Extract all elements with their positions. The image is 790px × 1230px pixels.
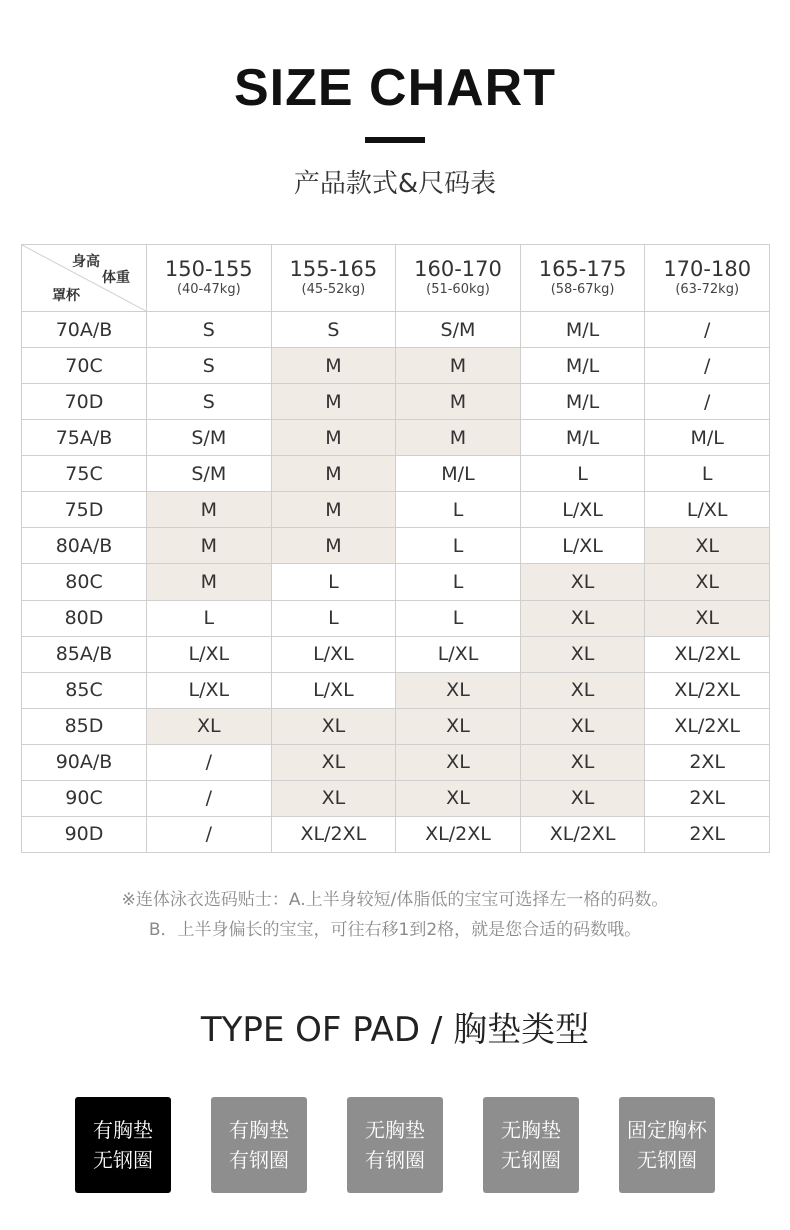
cup-size-cell: 90A/B [22,744,147,780]
size-cell: M [271,420,396,456]
size-cell: XL [271,708,396,744]
size-cell: XL/2XL [645,708,770,744]
size-cell: L/XL [645,492,770,528]
size-cell: L/XL [520,492,645,528]
pad-type-title: TYPE OF PAD / 胸垫类型 [200,1010,590,1050]
table-row [22,816,770,852]
size-cell: L [396,492,521,528]
cup-size-cell: 90D [22,816,147,852]
size-cell: L/XL [520,528,645,564]
pad-option[interactable] [619,1097,715,1193]
size-cell: M/L [520,348,645,384]
pad-option-line: 无胸垫 [501,1118,561,1142]
size-cell: XL [271,744,396,780]
cup-size-cell: 70C [22,348,147,384]
size-cell: XL/2XL [396,816,521,852]
size-cell: M/L [520,384,645,420]
cup-size-cell: 90C [22,780,147,816]
size-cell: 2XL [645,744,770,780]
size-cell: XL [396,780,521,816]
column-weight-range: (58-67kg) [550,282,615,297]
size-cell: L/XL [271,672,396,708]
column-weight-range: (45-52kg) [301,282,366,297]
pad-option-line: 无胸垫 [365,1118,425,1142]
column-header [396,245,521,312]
size-cell: / [147,744,272,780]
size-cell: S [271,312,396,348]
size-cell: XL/2XL [645,672,770,708]
table-row [22,636,770,672]
size-cell: M [396,420,521,456]
cup-size-cell: 70A/B [22,312,147,348]
size-cell: M [147,528,272,564]
table-row [22,600,770,636]
pad-option[interactable] [75,1097,171,1193]
size-tip-note: ※连体泳衣选码贴士：A.上半身较短/体脂低的宝宝可选择左一格的码数。 [121,890,669,910]
table-row [22,348,770,384]
size-cell: S [147,384,272,420]
table-row [22,744,770,780]
column-header [147,245,272,312]
size-cell: M [396,348,521,384]
size-cell: 2XL [645,780,770,816]
cup-size-cell: 70D [22,384,147,420]
page-subtitle: 产品款式&尺码表 [293,169,497,199]
cup-size-cell: 80D [22,600,147,636]
pad-option[interactable] [483,1097,579,1193]
cup-size-cell: 75A/B [22,420,147,456]
title-underline [365,137,425,143]
size-cell: XL [520,780,645,816]
column-weight-range: (51-60kg) [426,282,490,297]
size-cell: M/L [520,420,645,456]
size-cell: XL/2XL [645,636,770,672]
pad-option-line: 无钢圈 [93,1148,153,1172]
table-row [22,672,770,708]
size-cell: S [147,348,272,384]
pad-option-line: 无钢圈 [501,1148,561,1172]
size-cell: XL [396,708,521,744]
cup-size-cell: 85C [22,672,147,708]
size-cell: L [396,564,521,600]
size-cell: XL [520,672,645,708]
cup-size-cell: 80A/B [22,528,147,564]
size-cell: M/L [645,420,770,456]
size-chart-table [21,244,770,853]
column-height-range: 155-165 [289,257,378,281]
size-cell: XL [645,564,770,600]
size-cell: M [396,384,521,420]
size-cell: XL [520,564,645,600]
size-cell: XL/2XL [271,816,396,852]
size-cell: S/M [396,312,521,348]
pad-option-line: 固定胸杯 [627,1118,707,1142]
size-cell: XL/2XL [520,816,645,852]
size-cell: L/XL [147,672,272,708]
size-cell: L/XL [396,636,521,672]
size-cell: M [271,348,396,384]
size-cell: L [396,528,521,564]
size-cell: S/M [147,420,272,456]
column-header [520,245,645,312]
page-title: SIZE CHART [234,59,556,117]
size-cell: M/L [520,312,645,348]
column-header [271,245,396,312]
table-row [22,528,770,564]
size-cell: M [271,384,396,420]
table-row [22,780,770,816]
cup-size-cell: 75C [22,456,147,492]
pad-option-line: 无钢圈 [637,1148,697,1172]
size-cell: M [271,528,396,564]
size-cell: / [147,816,272,852]
size-cell: L [396,600,521,636]
column-height-range: 150-155 [164,257,253,281]
size-cell: XL [520,708,645,744]
table-row [22,384,770,420]
pad-option-line: 有钢圈 [229,1148,289,1172]
table-row [22,456,770,492]
corner-height-label: 身高 [72,254,100,270]
table-row [22,420,770,456]
size-cell: 2XL [645,816,770,852]
table-corner-cell [22,245,147,312]
size-cell: XL [396,672,521,708]
cup-size-cell: 80C [22,564,147,600]
corner-weight-label: 体重 [102,270,130,286]
size-cell: XL [147,708,272,744]
pad-option-line: 有钢圈 [365,1148,425,1172]
size-cell: M/L [396,456,521,492]
table-row [22,312,770,348]
size-cell: M [147,492,272,528]
cup-size-cell: 85A/B [22,636,147,672]
pad-option-line: 有胸垫 [93,1118,153,1142]
size-cell: XL [645,600,770,636]
size-cell: L/XL [271,636,396,672]
cup-size-cell: 75D [22,492,147,528]
table-header-row [22,245,770,312]
table-row [22,492,770,528]
column-weight-range: (40-47kg) [176,282,241,297]
size-cell: XL [271,780,396,816]
size-cell: XL [520,600,645,636]
size-cell: L [147,600,272,636]
pad-option-line: 有胸垫 [229,1118,289,1142]
table-body [22,312,770,853]
size-cell: L/XL [147,636,272,672]
size-cell: M [147,564,272,600]
size-cell: XL [396,744,521,780]
size-tip-note: B．上半身偏长的宝宝，可往右移1到2格，就是您合适的码数哦。 [148,920,642,940]
size-cell: M [271,492,396,528]
pad-option[interactable] [211,1097,307,1193]
size-cell: L [520,456,645,492]
size-cell: XL [520,744,645,780]
column-height-range: 160-170 [414,257,502,281]
cup-size-cell: 85D [22,708,147,744]
column-height-range: 165-175 [538,257,627,281]
table-row [22,564,770,600]
size-cell: L [645,456,770,492]
size-cell: XL [645,528,770,564]
size-cell: M [271,456,396,492]
column-header [645,245,770,312]
size-cell: / [645,384,770,420]
size-cell: / [645,312,770,348]
column-height-range: 170-180 [663,257,752,281]
corner-cup-label: 罩杯 [52,288,80,304]
pad-option[interactable] [347,1097,443,1193]
size-cell: L [271,564,396,600]
size-cell: L [271,600,396,636]
table-row [22,708,770,744]
size-cell: S [147,312,272,348]
size-cell: S/M [147,456,272,492]
size-cell: / [645,348,770,384]
column-weight-range: (63-72kg) [675,282,740,297]
size-cell: XL [520,636,645,672]
size-cell: / [147,780,272,816]
